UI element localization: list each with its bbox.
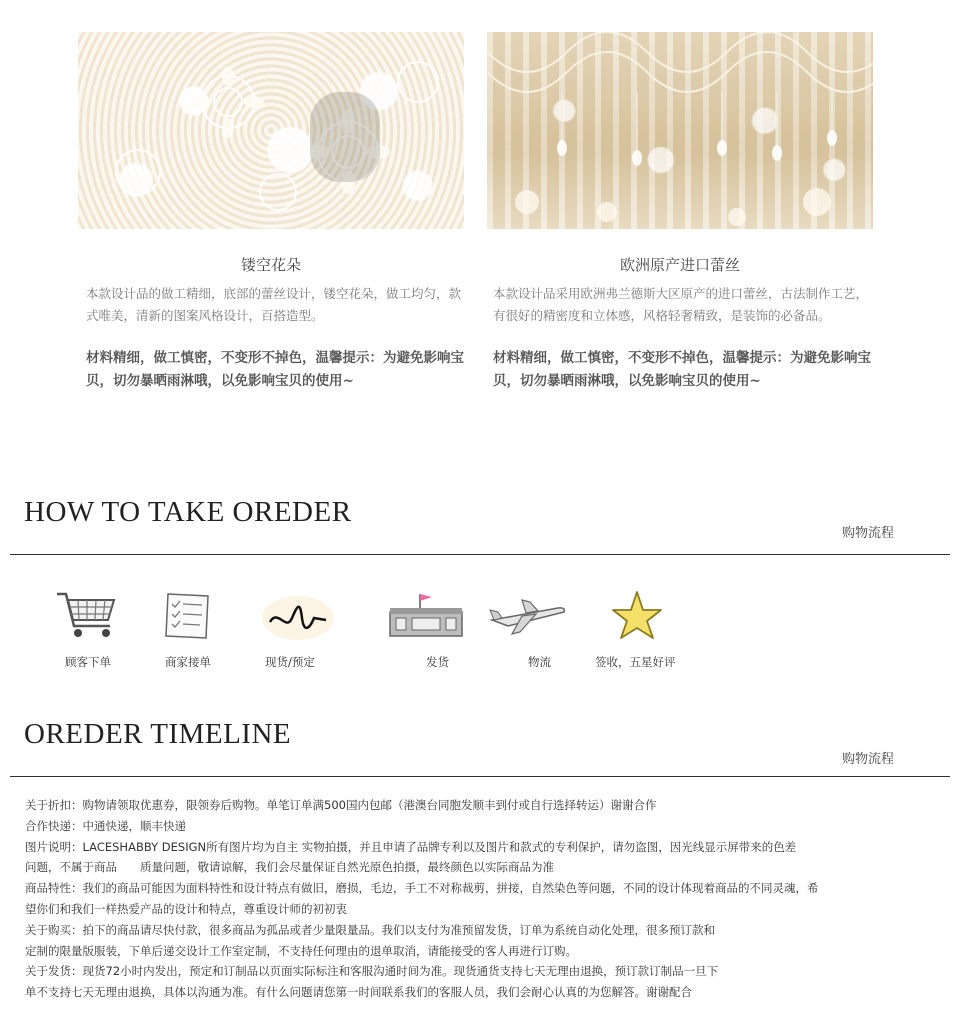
timeline-section-subtitle: 购物流程 xyxy=(842,752,895,767)
feature-description: 本款设计品的做工精细，底部的蕾丝设计，镂空花朵，做工均匀，款式唯美，清新的图案风格设计，百搭造型。 xyxy=(86,286,462,323)
lace-curtain-photo xyxy=(487,32,873,229)
signature-icon xyxy=(256,588,336,643)
lace-flower-pattern xyxy=(78,32,464,229)
order-section-title: HOW TO TAKE OREDER xyxy=(24,496,352,528)
policy-line: 问题，不属于商品 质量问题，敬请谅解，我们会尽量保证自然光原色拍摄，最终颜色以实际商品为准 xyxy=(25,860,554,875)
timeline-section-title: OREDER TIMELINE xyxy=(24,718,292,750)
section-divider xyxy=(10,776,950,777)
feature-title: 镂空花朵 xyxy=(240,256,301,274)
policy-line: 关于发货：现货72小时内发出，预定和订制品以页面实际标注和客服沟通时间为准。现货通货支持七天无理由退换，预订款订制品一旦下 xyxy=(25,964,719,979)
lace-flower-photo xyxy=(78,32,464,229)
checklist-icon xyxy=(150,588,230,643)
star-icon xyxy=(597,588,677,643)
airplane-icon xyxy=(488,588,568,643)
policy-line: 图片说明：LACESHABBY DESIGN所有图片均为自主 实物拍摄，并且申请了品牌专利以及图片和款式的专利保护，请勿盗图，因光线显示屏带来的色差 xyxy=(25,839,797,854)
policy-line: 望你们和我们一样热爱产品的设计和特点，尊重设计师的初初衷 xyxy=(25,901,347,916)
policy-line: 关于折扣：购物请领取优惠券，限领券后购物。单笔订单满500国内包邮（港澳台同胞发顺丰到付或自行选择转运）谢谢合作 xyxy=(25,798,657,812)
policy-line: 合作快递：中通快递，顺丰快递 xyxy=(25,818,186,833)
warehouse-icon xyxy=(386,588,466,643)
policy-line: 关于购买：拍下的商品请尽快付款，很多商品为孤品或者少量限量品。我们以支付为准预留发货，订单为系统自动化处理，很多预订款和 xyxy=(25,922,715,937)
shopping-cart-icon xyxy=(52,588,132,643)
policy-line: 定制的限量版服装，下单后递交设计工作室定制，不支持任何理由的退单取消，请能接受的客人再进行订购。 xyxy=(25,943,577,958)
feature-title: 欧洲原产进口蕾丝 xyxy=(619,256,740,274)
step-label: 签收，五星好评 xyxy=(595,655,676,669)
lace-curtain-pattern xyxy=(487,32,873,229)
step-label: 发货 xyxy=(426,655,449,669)
step-label: 现货/预定 xyxy=(265,655,315,669)
feature-note: 材料精细，做工慎密，不变形不掉色，温馨提示：为避免影响宝贝，切勿暴晒雨淋哦，以免影响宝贝的使用~ xyxy=(493,350,871,389)
feature-note: 材料精细，做工慎密，不变形不掉色，温馨提示：为避免影响宝贝，切勿暴晒雨淋哦，以免影响宝贝的使用~ xyxy=(86,350,464,389)
order-section-subtitle: 购物流程 xyxy=(842,526,895,541)
policy-line: 商品特性：我们的商品可能因为面料特性和设计特点有做旧，磨损，毛边，手工不对称裁剪，拼接，自然染色等问题，不同的设计体现着商品的不同灵魂，希 xyxy=(25,881,819,896)
feature-description: 本款设计品采用欧洲弗兰德斯大区原产的进口蕾丝，古法制作工艺，有很好的精密度和立体感，风格轻奢精致，是装饰的必备品。 xyxy=(493,286,869,323)
section-divider xyxy=(10,554,950,555)
policy-text-block xyxy=(25,795,925,1003)
step-label: 顾客下单 xyxy=(65,655,111,669)
policy-line: 单不支持七天无理由退换，具体以沟通为准。有什么问题请您第一时间联系我们的客服人员，我们会耐心认真的为您解答。谢谢配合 xyxy=(25,985,692,1000)
step-label: 物流 xyxy=(528,655,551,669)
step-label: 商家接单 xyxy=(165,655,211,669)
